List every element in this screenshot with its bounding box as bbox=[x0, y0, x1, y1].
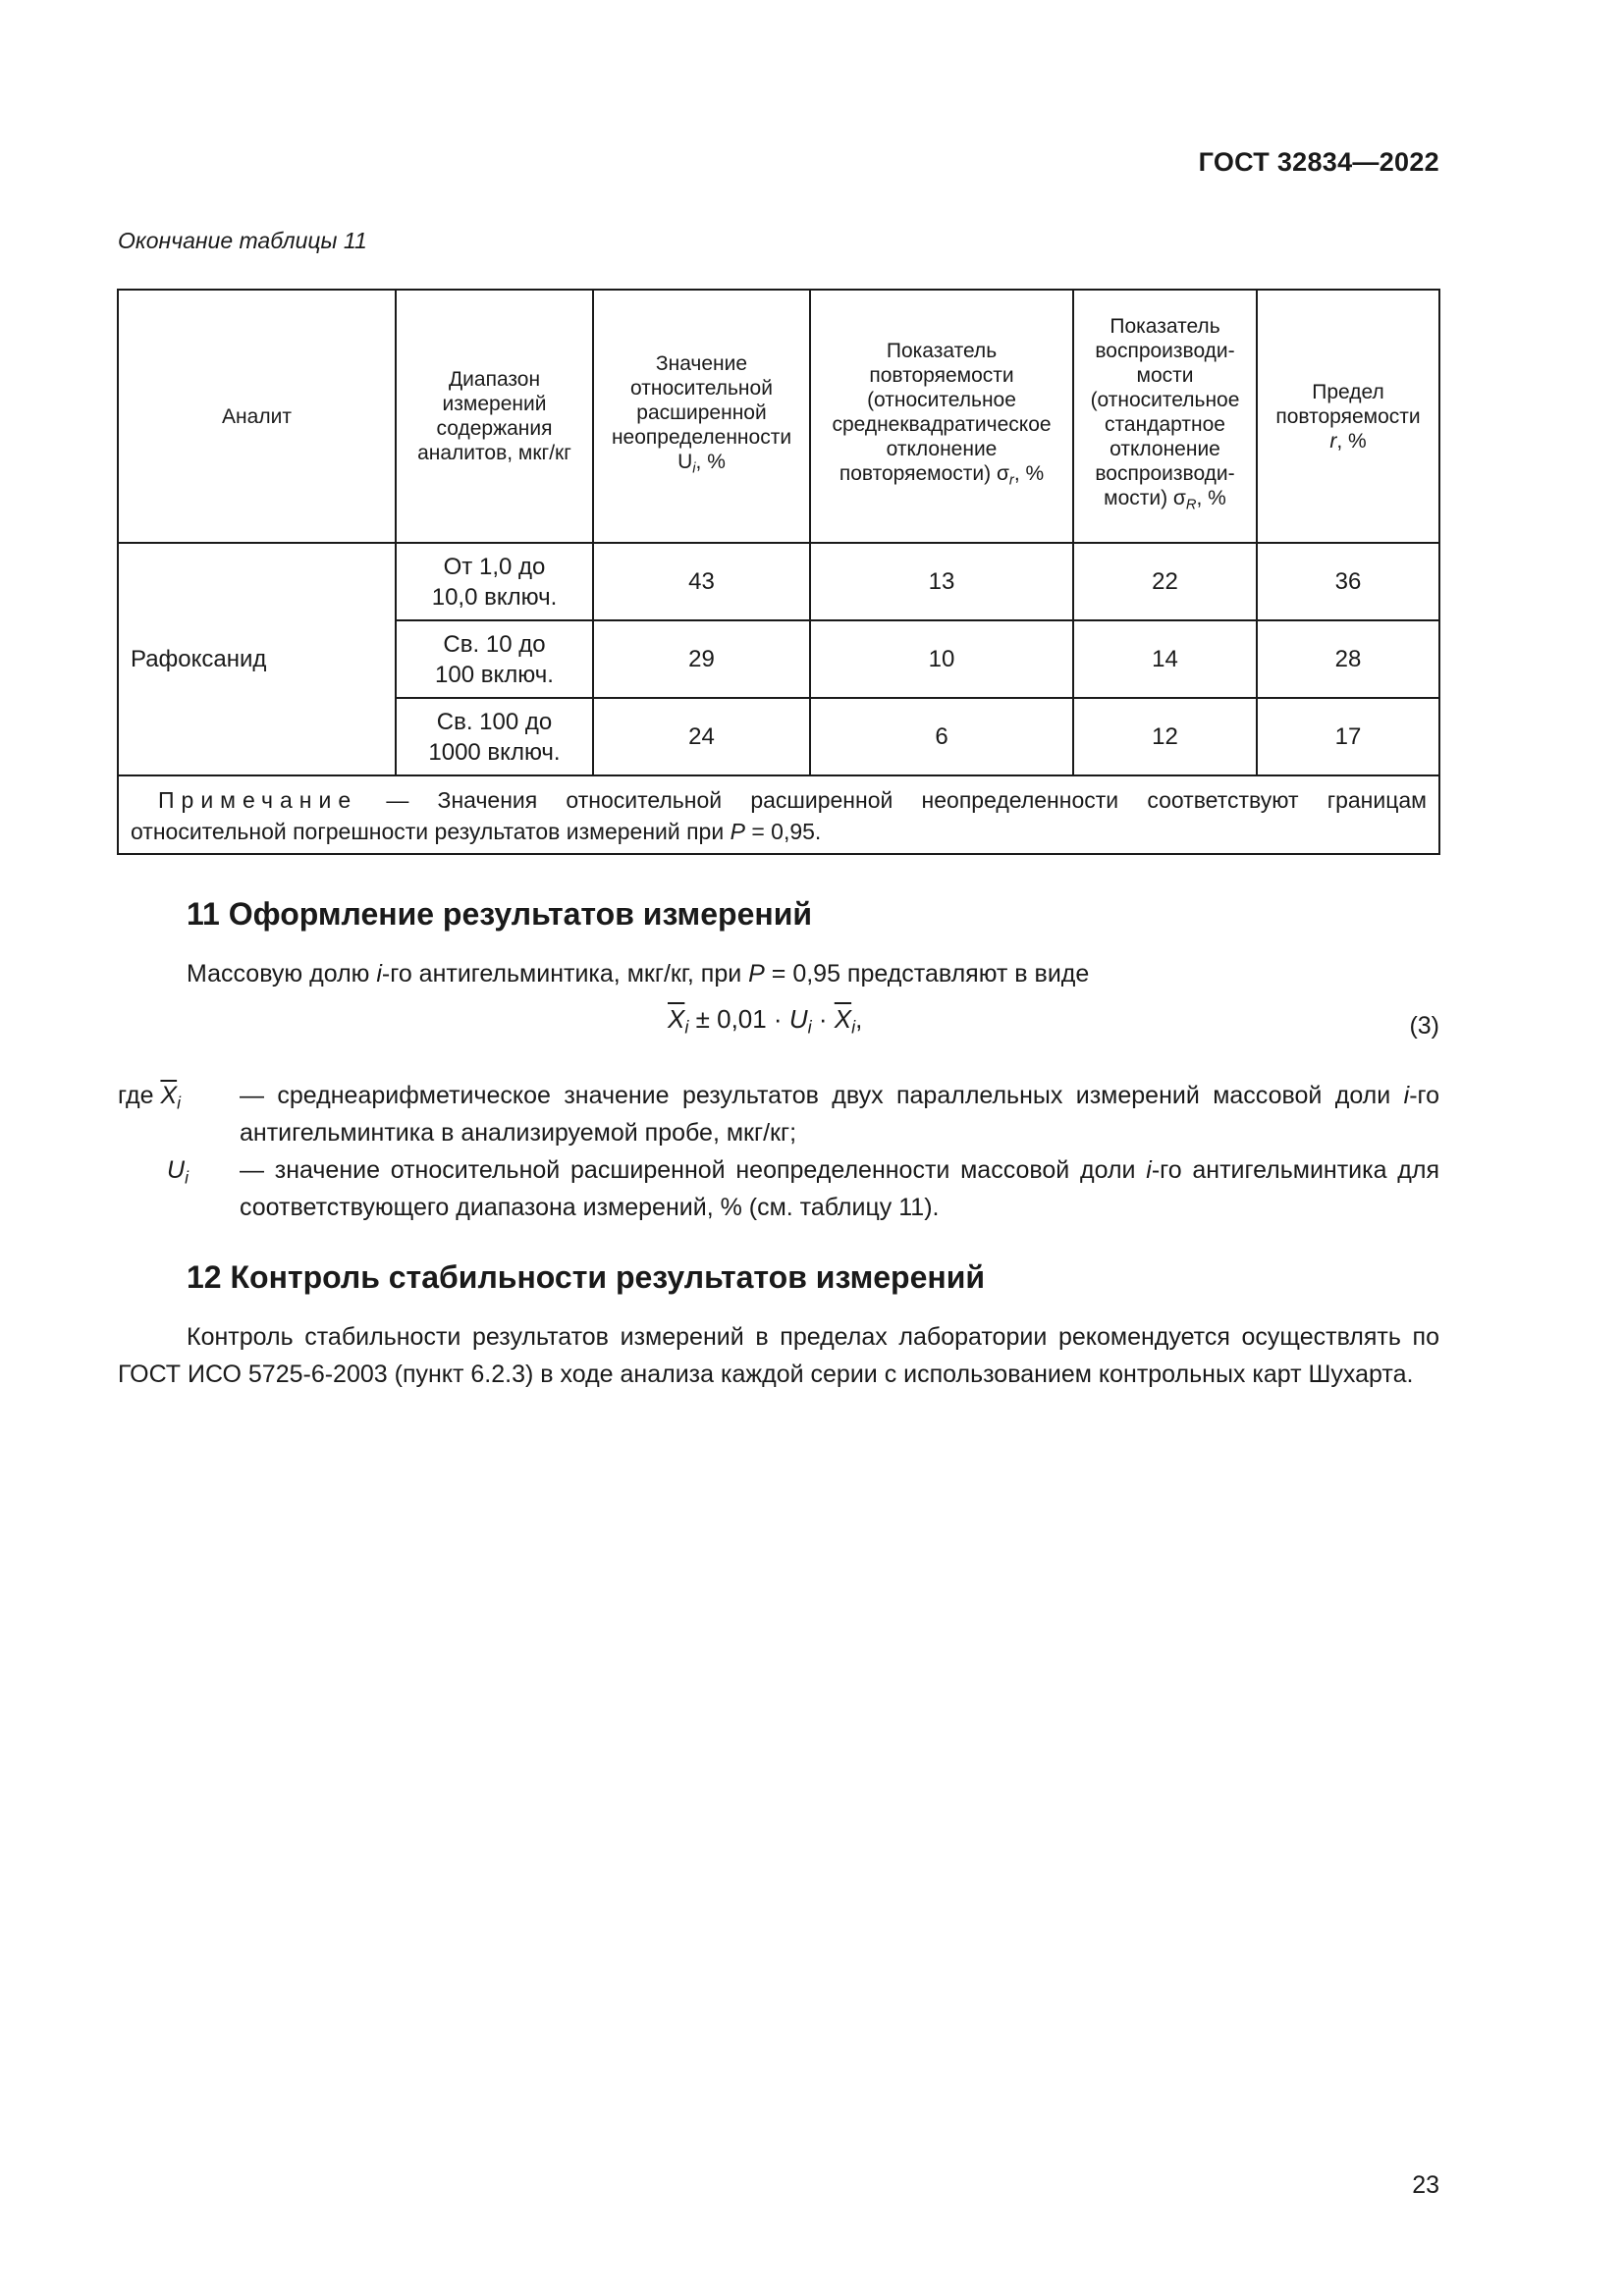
section-11-paragraph: Массовую долю i-го антигельминтика, мкг/кг, при P = 0,95 представляют в виде bbox=[187, 960, 1090, 988]
section-12-title: 12 Контроль стабильности результатов измерений bbox=[187, 1259, 986, 1295]
table-note: Примечание — Значения относительной расширенной неопределенности соответствуют границам относительной погрешности результатов измерений при P = 0,95. bbox=[118, 775, 1439, 854]
note-label: Примечание bbox=[158, 787, 358, 813]
cell-uncertainty: 29 bbox=[593, 620, 810, 698]
header-range: Диапазон измерений содержания аналитов, мкг/кг bbox=[396, 290, 593, 543]
formula-3: $\overline{X}_i \pm 0,01 \cdot U_i \cdot \overline{X}_i$, bbox=[668, 1004, 863, 1038]
cell-repeatability: 10 bbox=[810, 620, 1073, 698]
cell-limit: 36 bbox=[1257, 543, 1439, 620]
table-note-row bbox=[118, 775, 1439, 854]
definition-text-ui: — значение относительной расширенной неопределенности массовой доли i-го антигельминтика для соответствующего диапазона измерений, % (см. таблицу 11). bbox=[240, 1156, 1440, 1221]
cell-reproducibility: 14 bbox=[1073, 620, 1257, 698]
page-number: 23 bbox=[1412, 2171, 1439, 2199]
analyte-name: Рафоксанид bbox=[118, 543, 396, 775]
cell-repeatability: 13 bbox=[810, 543, 1073, 620]
definition-text-xi: — среднеарифметическое значение результатов двух параллельных измерений массовой доли i-го антигельминтика в анализируемой пробе, мкг/кг; bbox=[240, 1082, 1440, 1147]
header-uncertainty: Значение относительной расширенной неопределенности $U_i$, % bbox=[593, 290, 810, 543]
cell-uncertainty: 24 bbox=[593, 698, 810, 775]
definition-term-xi: где $\overline{X}_i$ bbox=[118, 1082, 182, 1113]
cell-limit: 17 bbox=[1257, 698, 1439, 775]
table-11 bbox=[117, 289, 1440, 855]
section-11-title: 11 Оформление результатов измерений bbox=[187, 896, 813, 932]
section-12-paragraph: Контроль стабильности результатов измерений в пределах лаборатории рекомендуется осуществлять по ГОСТ ИСО 5725-6-2003 (пункт 6.2.3) в ходе анализа каждой серии с использованием контрольных карт Шухарта. bbox=[118, 1323, 1439, 1388]
table-caption: Окончание таблицы 11 bbox=[118, 228, 367, 253]
definition-term-ui: $U_i$ bbox=[167, 1156, 189, 1188]
cell-reproducibility: 22 bbox=[1073, 543, 1257, 620]
header-repeatability-limit: Предел повторяемости r, % bbox=[1257, 290, 1439, 543]
cell-limit: 28 bbox=[1257, 620, 1439, 698]
cell-range: Св. 10 до 100 включ. bbox=[396, 620, 593, 698]
header-reproducibility-index: Показатель воспроизводи- мости (относительное стандартное отклонение воспроизводи- мости) $\sigma_R$, % bbox=[1073, 290, 1257, 543]
equation-number: (3) bbox=[1409, 1012, 1439, 1040]
header-analyte: Аналит bbox=[118, 290, 396, 543]
cell-repeatability: 6 bbox=[810, 698, 1073, 775]
document-code: ГОСТ 32834—2022 bbox=[1198, 147, 1439, 177]
table-row bbox=[118, 543, 1439, 620]
cell-uncertainty: 43 bbox=[593, 543, 810, 620]
cell-range: Св. 100 до 1000 включ. bbox=[396, 698, 593, 775]
table-header-row bbox=[118, 290, 1439, 543]
cell-reproducibility: 12 bbox=[1073, 698, 1257, 775]
header-repeatability-index: Показатель повторяемости (относительное среднеквадратическое отклонение повторяемости) $\sigma_r$, % bbox=[810, 290, 1073, 543]
cell-range: От 1,0 до 10,0 включ. bbox=[396, 543, 593, 620]
